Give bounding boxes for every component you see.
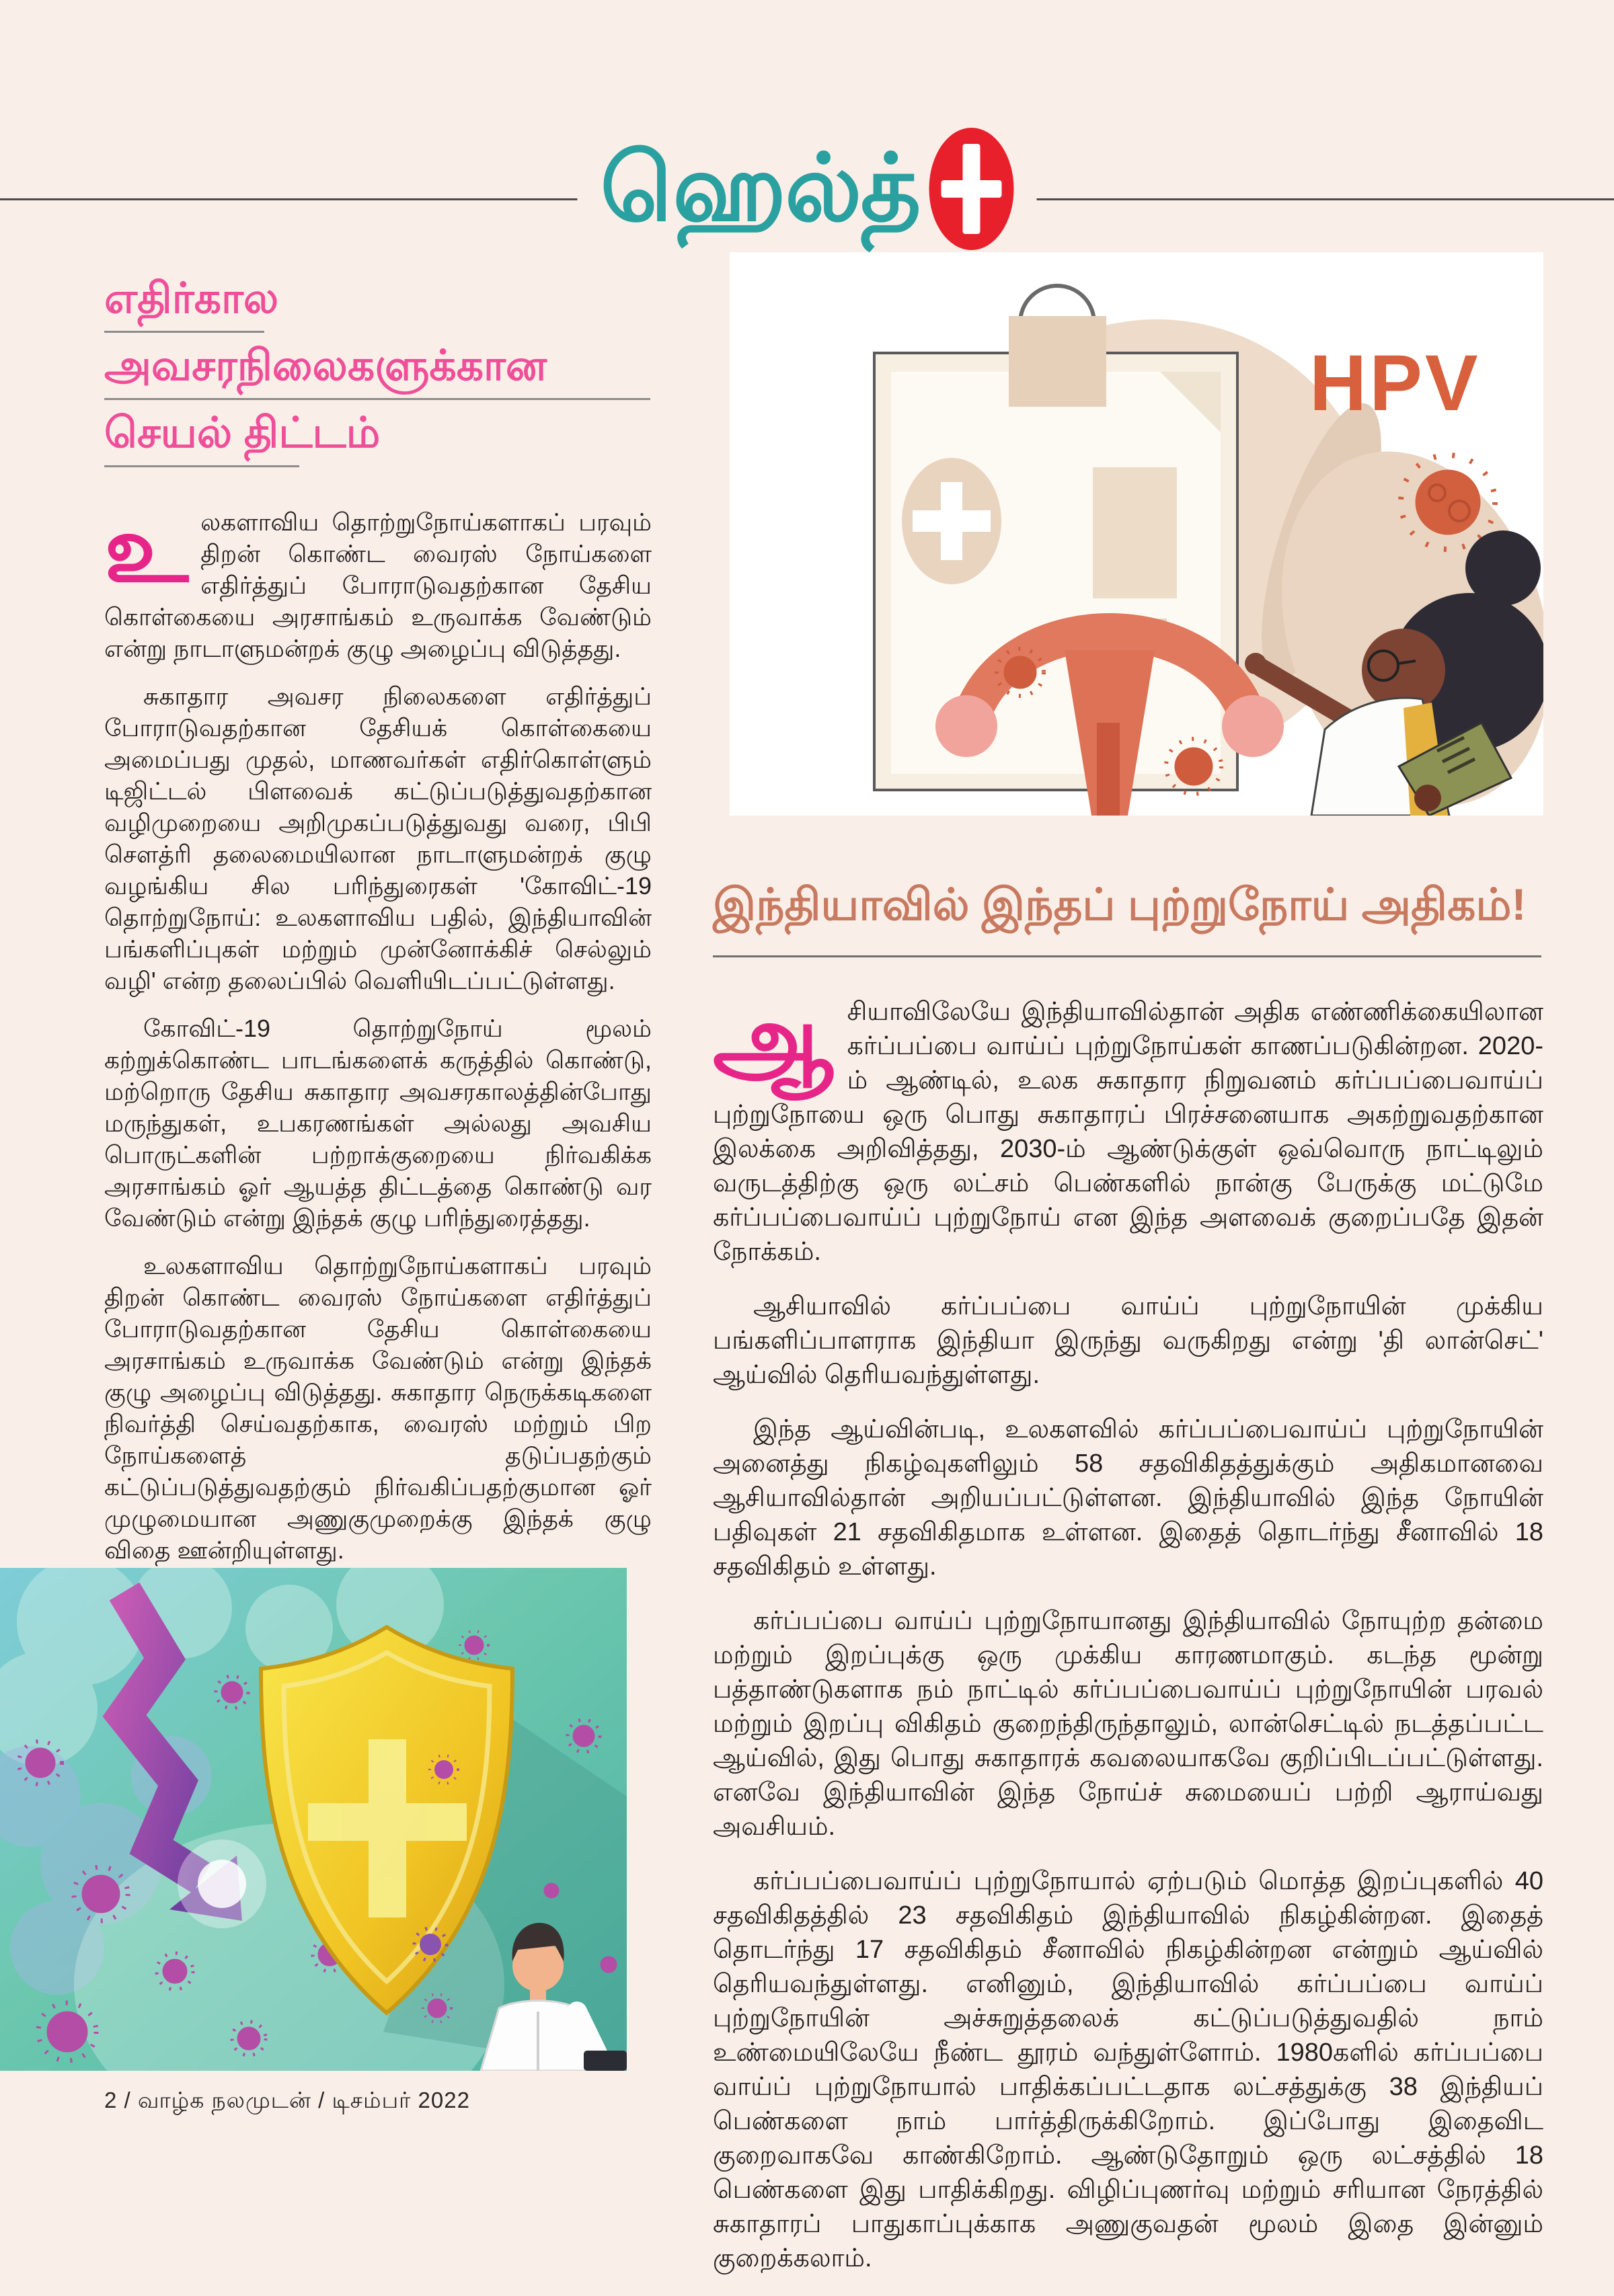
masthead-title: ஹெல்த் — [600, 136, 920, 241]
hpv-illustration — [730, 252, 1543, 816]
paragraph: கோவிட்-19 தொற்றுநோய் மூலம் கற்றுக்கொண்ட பாடங்களைக் கருத்தில் கொண்டு, மற்றொரு தேசிய சுகாதார அவசரகாலத்தின்போது மருந்துகள், உபகரணங்கள் அல்லது அவசிய பொருட்களின் பற்றாக்குறையை நிர்வகிக்க அரசாங்கம் ஓர் ஆயத்த திட்டத்தை கொண்டு வர வேண்டும் என்று இந்தக் குழு பரிந்துரைத்தது. — [104, 1015, 652, 1232]
left-article — [104, 274, 652, 1582]
page-footer: 2 / வாழ்க நலமுடன் / டிசம்பர் 2022 — [104, 2088, 470, 2112]
masthead — [578, 128, 1037, 250]
medical-cross-icon — [902, 458, 1001, 584]
paragraph: சுகாதார அவசர நிலைகளை எதிர்த்துப் போராடுவதற்கான தேசியக் கொள்கையை அமைப்பது முதல், மாணவர்கள் எதிர்கொள்ளும் டிஜிட்டல் பிளவைக் கட்டுப்படுத்துவதற்கான வழிமுறையை அறிமுகப்படுத்துவது வரை, பிபி சௌத்ரி தலைமையிலான நாடாளுமன்றக் குழு வழங்கிய சில பரிந்துரைகள் 'கோவிட்-19 தொற்றுநோய்: உலகளாவிய பதில், இந்தியாவின் பங்களிப்புகள் மற்றும் முன்னோக்கிச் செல்லும் வழி' என்ற தலைப்பில் வெளியிடப்பட்டுள்ளது. — [104, 682, 652, 994]
paragraph: கர்ப்பப்பைவாய்ப் புற்றுநோயால் ஏற்படும் மொத்த இறப்புகளில் 40 சதவிகிதத்தில் 23 சதவிகிதம் இந்தியாவில் நிகழ்கின்றன. இதைத் தொடர்ந்து 17 சதவிகிதம் சீனாவில் நிகழ்கின்றன என்றும் ஆய்வில் தெரியவந்துள்ளது. எனினும், இந்தியாவில் கர்ப்பப்பை வாய்ப் புற்றுநோயின் அச்சுறுத்தலைக் கட்டுப்படுத்துவதில் நாம் உண்மையிலேயே நீண்ட தூரம் வந்துள்ளோம். 1980களில் கர்ப்பப்பை வாய்ப் புற்றுநோயால் பாதிக்கப்பட்டதாக லட்சத்துக்கு 38 இந்தியப் பெண்களை நாம் பார்த்திருக்கிறோம். இப்போது இதைவிட குறைவாகவே காண்கிறோம். ஆண்டுதோறும் ஒரு லட்சத்தில் 18 பெண்களை இது பாதிக்கிறது. விழிப்புணர்வு மற்றும் சரியான நேரத்தில் சுகாதாரப் பாதுகாப்புக்காக அணுகுவதன் மூலம் இதை இன்னும் குறைக்கலாம். — [713, 1867, 1543, 2272]
paragraph: உலகளாவிய தொற்றுநோய்களாகப் பரவும் திறன் கொண்ட வைரஸ் நோய்களை எதிர்த்துப் போராடுவதற்கான தேசிய கொள்கையை அரசாங்கம் உருவாக்க வேண்டும் என்று இந்தக் குழு அழைப்பு விடுத்தது. சுகாதார நெருக்கடிகளை நிவர்த்தி செய்வதற்காக, வைரஸ் மற்றும் பிற நோய்களைத் தடுப்பதற்கும் கட்டுப்படுத்துவதற்கும் நிர்வகிப்பதற்குமான ஓர் முழுமையான அணுகுமுறைக்கு இந்தக் குழு விதை ஊன்றியுள்ளது. — [104, 1252, 652, 1564]
paragraph-text: லகளாவிய தொற்றுநோய்களாகப் பரவும் திறன் கொண்ட வைரஸ் நோய்களை எதிர்த்துப் போராடுவதற்கான தேசிய கொள்கையை அரசாங்கம் உருவாக்க வேண்டும் என்று நாடாளுமன்றக் குழு அழைப்பு விடுத்தது. — [104, 508, 652, 662]
paragraph — [713, 986, 1543, 1269]
right-article-body — [713, 986, 1543, 2276]
paragraph: கர்ப்பப்பை வாய்ப் புற்றுநோயானது இந்தியாவில் நோயுற்ற தன்மை மற்றும் இறப்புக்கு ஒரு முக்கிய காரணமாகும். கடந்த மூன்று பத்தாண்டுகளாக நம் நாட்டில் கர்ப்பப்பைவாய்ப் புற்றுநோயின் பரவல் மற்றும் இறப்பு விகிதம் குறைந்திருந்தாலும், லான்செட்டில் நடத்தப்பட்ட ஆய்வில், இது பொது சுகாதாரக் கவலையாகவே குறிப்பிடப்பட்டுள்ளது. எனவே இந்தியாவின் இந்த நோய்ச் சுமையைப் பற்றி ஆராய்வது அவசியம். — [713, 1607, 1543, 1841]
dropcap: ஆ — [713, 986, 834, 1093]
plus-icon — [941, 180, 1001, 198]
paragraph: ஆசியாவில் கர்ப்பப்பை வாய்ப் புற்றுநோயின் முக்கிய பங்களிப்பாளராக இந்தியா இருந்து வருகிறது என்று 'தி லான்செட்' ஆய்வில் தெரியவந்துள்ளது. — [713, 1292, 1543, 1389]
left-article-heading — [104, 274, 652, 467]
paragraph: இந்த ஆய்வின்படி, உலகளவில் கர்ப்பப்பைவாய்ப் புற்றுநோயின் அனைத்து நிகழ்வுகளிலும் 58 சதவிகிதத்துக்கும் அதிகமானவை ஆசியாவில்தான் அறியப்பட்டுள்ளன. இந்தியாவில் இந்த நோயின் பதிவுகள் 21 சதவிகிதமாக உள்ளன. இதைத் தொடர்ந்து சீனாவில் 18 சதவிகிதம் உள்ளது. — [713, 1415, 1543, 1581]
heading-line-3: செயல் திட்டம் — [104, 409, 299, 467]
right-article-heading: இந்தியாவில் இந்தப் புற்றுநோய் அதிகம்! — [713, 879, 1541, 957]
heading-line-1: எதிர்கால — [104, 274, 264, 333]
clipboard — [874, 286, 1237, 790]
right-article — [713, 252, 1543, 2296]
document-block — [1093, 467, 1177, 598]
dropcap: உ — [104, 498, 189, 601]
shield-doctor-illustration — [0, 1568, 627, 2071]
paragraph — [104, 498, 652, 664]
health-plus-icon — [929, 128, 1013, 250]
left-article-body — [104, 498, 652, 1566]
hpv-label: HPV — [1309, 339, 1481, 428]
heading-line-2: அவசரநிலைகளுக்கான — [104, 342, 650, 400]
paragraph-text: சியாவிலேயே இந்தியாவில்தான் அதிக எண்ணிக்கையிலான கர்ப்பப்பை வாய்ப் புற்றுநோய்கள் காணப்படுகின்றன. 2020-ம் ஆண்டில், உலக சுகாதார நிறுவனம் கர்ப்பப்பைவாய்ப் புற்றுநோயை ஒரு பொது சுகாதாரப் பிரச்சனையாக அகற்றுவதற்கான இலக்கை அறிவித்தது, 2030-ம் ஆண்டுக்குள் ஒவ்வொரு நாட்டிலும் வருடத்திற்கு ஒரு லட்சம் பெண்களில் நான்கு பேருக்கு மட்டுமே கர்ப்பப்பைவாய்ப் புற்றுநோய் என இந்த அளவைக் குறைப்பதே இதன் நோக்கம். — [713, 998, 1543, 1266]
